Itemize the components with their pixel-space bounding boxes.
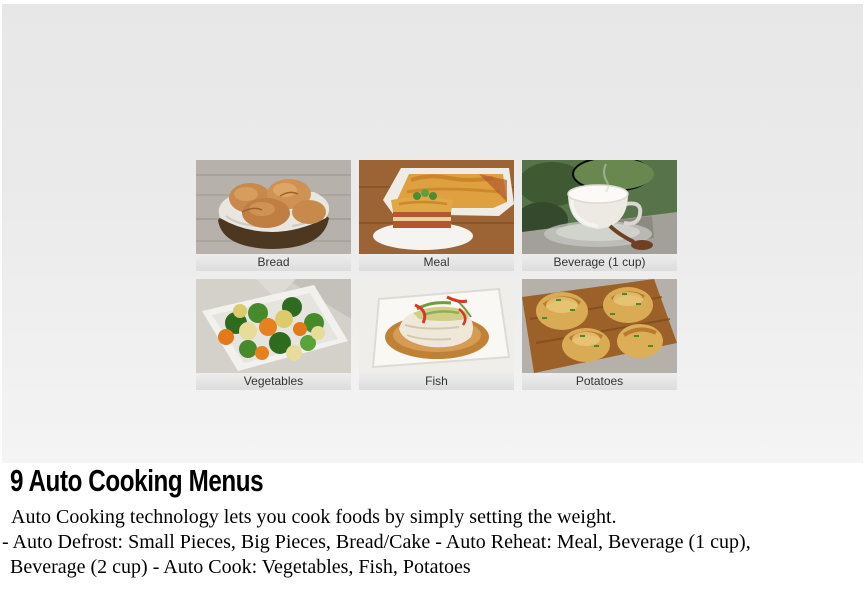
section-heading: 9 Auto Cooking Menus — [10, 463, 264, 498]
section-body — [0, 505, 865, 580]
auto-cook-menu-grid — [196, 160, 677, 390]
fish-plate-photo — [359, 279, 514, 373]
menu-tile-label: Beverage (1 cup) — [522, 254, 677, 271]
menu-tile-label: Bread — [196, 254, 351, 271]
menu-tile-potatoes — [522, 279, 677, 390]
menu-tile-label: Meal — [359, 254, 514, 271]
bread-basket-photo — [196, 160, 351, 254]
vegetable-dish-photo — [196, 279, 351, 373]
menu-tile-beverage — [522, 160, 677, 271]
menu-tile-meal — [359, 160, 514, 271]
menu-tile-label: Fish — [359, 373, 514, 390]
body-line-2: - Auto Defrost: Small Pieces, Big Pieces, Bread/Cake - Auto Reheat: Meal, Beverage (1 cup), — [2, 531, 751, 553]
body-line-3: Beverage (2 cup) - Auto Cook: Vegetables, Fish, Potatoes — [10, 556, 471, 578]
menu-tile-label: Potatoes — [522, 373, 677, 390]
body-line-1: Auto Cooking technology lets you cook foods by simply setting the weight. — [11, 506, 617, 528]
menu-tile-fish — [359, 279, 514, 390]
menu-tile-vegetables — [196, 279, 351, 390]
lasagna-photo — [359, 160, 514, 254]
menu-tile-bread — [196, 160, 351, 271]
menu-tile-label: Vegetables — [196, 373, 351, 390]
milk-cup-photo — [522, 160, 677, 254]
baked-potatoes-photo — [522, 279, 677, 373]
